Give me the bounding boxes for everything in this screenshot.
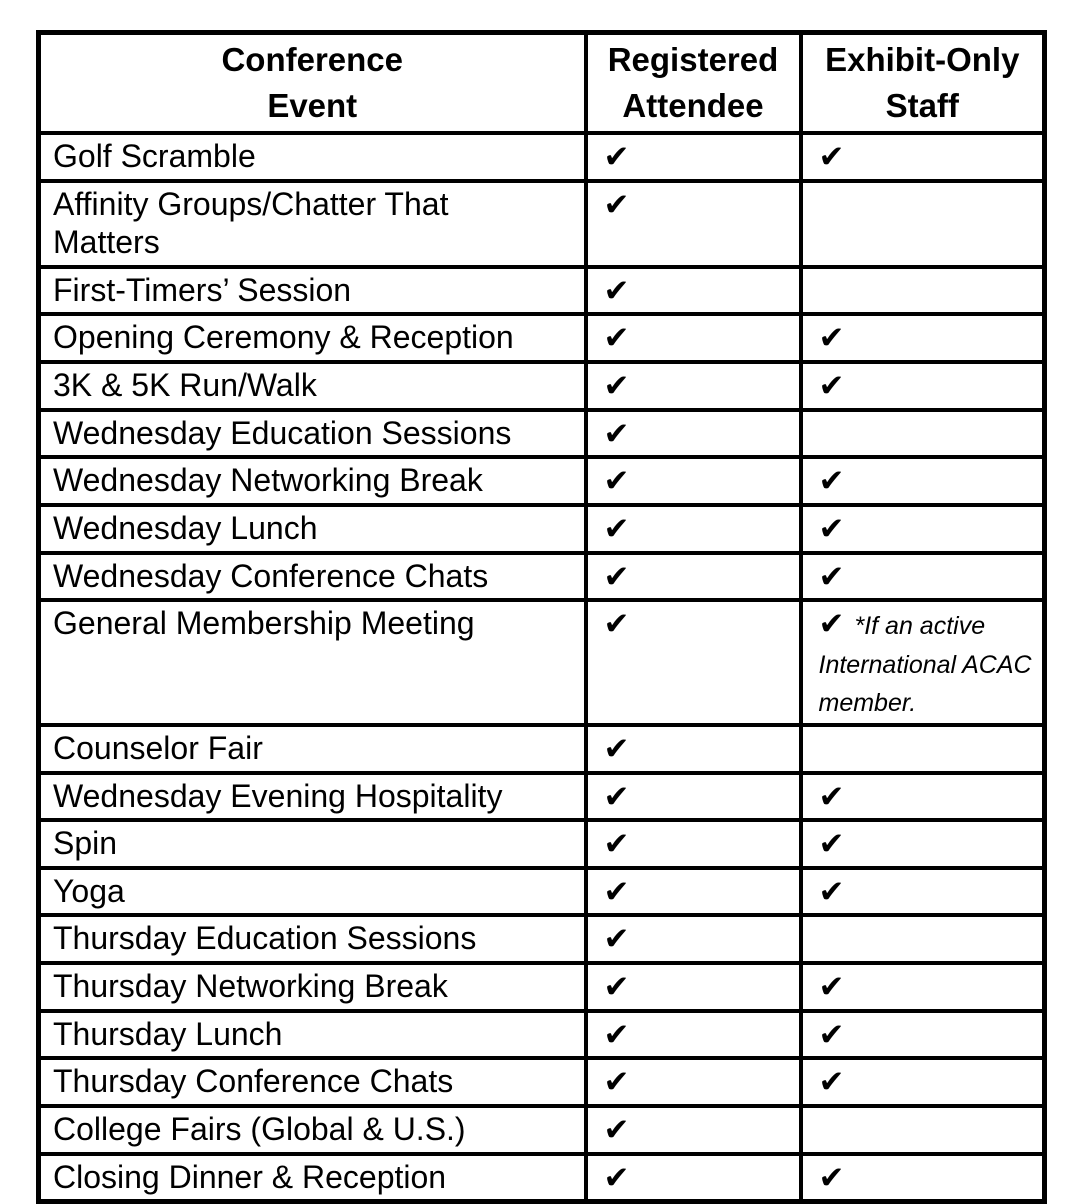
- exhibit-only-staff-cell: [801, 1058, 1045, 1106]
- check-icon: ✔: [818, 1064, 845, 1101]
- event-name-cell: Spin: [39, 820, 586, 868]
- check-icon: ✔: [818, 606, 845, 643]
- event-row: [39, 362, 1045, 410]
- exhibit-only-staff-cell: [801, 725, 1045, 773]
- check-icon: ✔: [603, 921, 630, 958]
- check-icon: ✔: [818, 320, 845, 357]
- event-row: [39, 267, 1045, 315]
- registered-attendee-cell: [586, 600, 801, 725]
- event-row: [39, 725, 1045, 773]
- event-row: [39, 963, 1045, 1011]
- event-row: [39, 773, 1045, 821]
- registered-attendee-cell: [586, 820, 801, 868]
- exhibit-only-staff-cell: [801, 1106, 1045, 1154]
- event-row: [39, 868, 1045, 916]
- check-icon: ✔: [603, 826, 630, 863]
- check-icon: ✔: [603, 272, 630, 309]
- event-name-cell: Yoga: [39, 868, 586, 916]
- event-name-cell: Wednesday Evening Hospitality: [39, 773, 586, 821]
- registered-attendee-cell: [586, 505, 801, 553]
- check-icon: ✔: [603, 873, 630, 910]
- event-row: [39, 820, 1045, 868]
- check-icon: ✔: [818, 826, 845, 863]
- event-row: [39, 505, 1045, 553]
- conference-access-table: [36, 30, 1047, 1204]
- check-icon: ✔: [818, 511, 845, 547]
- check-icon: ✔: [603, 558, 630, 595]
- check-icon: ✔: [603, 778, 630, 815]
- event-name-cell: General Membership Meeting: [39, 600, 586, 725]
- check-icon: ✔: [603, 1159, 630, 1196]
- exhibit-only-staff-cell: [801, 505, 1045, 553]
- event-name-cell: Affinity Groups/Chatter That Matters: [39, 181, 586, 267]
- event-row: [39, 133, 1045, 181]
- registered-attendee-cell: [586, 1154, 801, 1202]
- check-icon: ✔: [818, 778, 845, 815]
- event-name-cell: College Fairs (Global & U.S.): [39, 1106, 586, 1154]
- header-line: Staff: [885, 87, 959, 125]
- header-line: Exhibit-Only: [825, 41, 1020, 78]
- check-icon: ✔: [603, 1016, 630, 1053]
- table-body: [39, 133, 1045, 1201]
- check-icon: ✔: [603, 1064, 630, 1101]
- membership-note: *If an active International ACAC member.: [818, 612, 1032, 718]
- event-row: [39, 1154, 1045, 1202]
- header-line: Registered: [607, 41, 779, 78]
- registered-attendee-cell: [586, 314, 801, 362]
- event-row: [39, 1058, 1045, 1106]
- check-icon: ✔: [818, 969, 845, 1006]
- check-icon: ✔: [603, 511, 630, 547]
- exhibit-only-staff-cell: [801, 1154, 1045, 1202]
- event-name-cell: Thursday Networking Break: [39, 963, 586, 1011]
- check-icon: ✔: [603, 187, 630, 224]
- check-icon: ✔: [818, 463, 845, 500]
- header-row: [39, 33, 1045, 134]
- exhibit-only-staff-cell: [801, 773, 1045, 821]
- check-icon: ✔: [603, 606, 630, 643]
- event-name-cell: 3K & 5K Run/Walk: [39, 362, 586, 410]
- registered-attendee-cell: [586, 133, 801, 181]
- exhibit-only-staff-cell: [801, 820, 1045, 868]
- event-row: [39, 1011, 1045, 1059]
- event-name-cell: Wednesday Education Sessions: [39, 410, 586, 458]
- exhibit-only-staff-cell: [801, 267, 1045, 315]
- event-name-cell: Thursday Education Sessions: [39, 915, 586, 963]
- registered-attendee-cell: [586, 181, 801, 267]
- exhibit-only-staff-cell: [801, 963, 1045, 1011]
- col-header-registered-attendee: [586, 33, 801, 134]
- registered-attendee-cell: [586, 915, 801, 963]
- exhibit-only-staff-cell: [801, 600, 1045, 725]
- registered-attendee-cell: [586, 868, 801, 916]
- event-row: [39, 181, 1045, 267]
- check-icon: ✔: [818, 368, 845, 405]
- header-line: Event: [267, 87, 358, 125]
- col-header-exhibit-only-staff: [801, 33, 1045, 134]
- event-name-cell: Wednesday Conference Chats: [39, 553, 586, 601]
- check-icon: ✔: [603, 368, 630, 405]
- exhibit-only-staff-cell: [801, 410, 1045, 458]
- exhibit-only-staff-cell: [801, 133, 1045, 181]
- check-icon: ✔: [818, 558, 845, 595]
- check-icon: ✔: [818, 873, 845, 910]
- registered-attendee-cell: [586, 963, 801, 1011]
- exhibit-only-staff-cell: [801, 1011, 1045, 1059]
- event-row: [39, 600, 1045, 725]
- check-icon: ✔: [603, 1112, 630, 1149]
- event-name-cell: First-Timers’ Session: [39, 267, 586, 315]
- event-row: [39, 314, 1045, 362]
- exhibit-only-staff-cell: [801, 553, 1045, 601]
- check-icon: ✔: [818, 139, 845, 176]
- event-row: [39, 457, 1045, 505]
- col-header-conference-event: [39, 33, 586, 134]
- event-row: [39, 553, 1045, 601]
- registered-attendee-cell: [586, 457, 801, 505]
- exhibit-only-staff-cell: [801, 314, 1045, 362]
- registered-attendee-cell: [586, 553, 801, 601]
- event-name-cell: Golf Scramble: [39, 133, 586, 181]
- check-icon: ✔: [603, 139, 630, 176]
- exhibit-only-staff-cell: [801, 362, 1045, 410]
- check-icon: ✔: [818, 1159, 845, 1196]
- check-icon: ✔: [603, 969, 630, 1006]
- registered-attendee-cell: [586, 725, 801, 773]
- check-icon: ✔: [603, 415, 630, 452]
- registered-attendee-cell: [586, 773, 801, 821]
- exhibit-only-staff-cell: [801, 915, 1045, 963]
- event-name-cell: Opening Ceremony & Reception: [39, 314, 586, 362]
- check-icon: ✔: [603, 730, 630, 767]
- event-name-cell: Wednesday Lunch: [39, 505, 586, 553]
- registered-attendee-cell: [586, 1011, 801, 1059]
- event-name-cell: Thursday Conference Chats: [39, 1058, 586, 1106]
- registered-attendee-cell: [586, 362, 801, 410]
- check-icon: ✔: [603, 463, 630, 500]
- event-name-cell: Thursday Lunch: [39, 1011, 586, 1059]
- exhibit-only-staff-cell: [801, 868, 1045, 916]
- event-row: [39, 1106, 1045, 1154]
- header-line: Attendee: [622, 87, 764, 125]
- registered-attendee-cell: [586, 410, 801, 458]
- registered-attendee-cell: [586, 267, 801, 315]
- event-name-cell: Counselor Fair: [39, 725, 586, 773]
- exhibit-only-staff-cell: [801, 457, 1045, 505]
- header-line: Conference: [221, 41, 404, 78]
- exhibit-only-staff-cell: [801, 181, 1045, 267]
- event-row: [39, 915, 1045, 963]
- event-name-cell: Wednesday Networking Break: [39, 457, 586, 505]
- registered-attendee-cell: [586, 1058, 801, 1106]
- event-name-cell: Closing Dinner & Reception: [39, 1154, 586, 1202]
- check-icon: ✔: [603, 320, 630, 357]
- event-row: [39, 410, 1045, 458]
- registered-attendee-cell: [586, 1106, 801, 1154]
- check-icon: ✔: [818, 1016, 845, 1053]
